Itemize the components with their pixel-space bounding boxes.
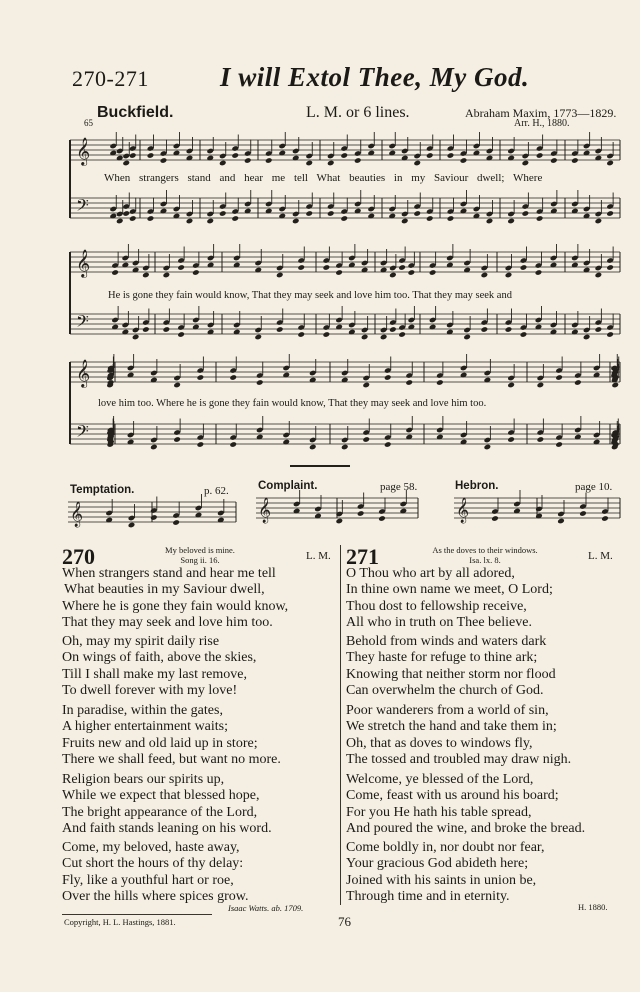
tune-meter: L. M. or 6 lines. bbox=[306, 104, 410, 121]
note-head bbox=[150, 444, 158, 451]
hymn-270-stanza-3 bbox=[62, 703, 281, 769]
stanza-line: That they may seek and love him too. bbox=[62, 615, 273, 631]
stanza-line: Fruits new and old laid up in store; bbox=[62, 735, 258, 751]
alt-tune-page-3: page 10. bbox=[575, 481, 613, 493]
note-head bbox=[606, 264, 614, 271]
note-head bbox=[186, 218, 194, 225]
note-head bbox=[172, 519, 180, 526]
stanza-line: The tossed and troubled may draw nigh. bbox=[346, 752, 572, 768]
note-head bbox=[354, 157, 362, 164]
treble-clef-icon: 𝄞 bbox=[76, 359, 91, 387]
note-head bbox=[309, 444, 317, 451]
note-head bbox=[426, 215, 434, 222]
note-head bbox=[389, 272, 397, 279]
note-head bbox=[116, 218, 124, 225]
note-head bbox=[481, 272, 489, 279]
note-head bbox=[536, 215, 544, 222]
note-head bbox=[484, 444, 492, 451]
note-head bbox=[147, 152, 155, 159]
note-head bbox=[606, 210, 614, 217]
note-head bbox=[436, 379, 444, 386]
note-head bbox=[197, 374, 205, 381]
note-head bbox=[129, 152, 137, 159]
note-head bbox=[173, 436, 181, 443]
note-head bbox=[128, 522, 136, 529]
note-head bbox=[335, 269, 343, 276]
footer-rule bbox=[62, 914, 212, 915]
note-head bbox=[413, 160, 421, 167]
bass-clef-icon: 𝄢 bbox=[76, 421, 89, 445]
note-head bbox=[606, 160, 614, 167]
tune-composer: Abraham Maxim, 1773—1829. bbox=[465, 106, 617, 120]
alt-tune-name-3: Hebron. bbox=[455, 480, 499, 492]
note-head bbox=[384, 441, 392, 448]
treble-clef-icon: 𝄞 bbox=[456, 498, 470, 523]
note-head bbox=[256, 379, 264, 386]
treble-clef-icon: 𝄞 bbox=[76, 249, 91, 277]
note-head bbox=[398, 264, 406, 271]
note-head bbox=[401, 218, 409, 225]
copyright: Copyright, H. L. Hastings, 1881. bbox=[64, 917, 176, 927]
alt-tune-page-1: p. 62. bbox=[204, 485, 229, 497]
hymn-270-meter: L. M. bbox=[306, 550, 331, 562]
stanza-line: O Thou who art by all adored, bbox=[346, 566, 515, 581]
tune-number: 65 bbox=[84, 118, 93, 128]
alt-tune-name-1: Temptation. bbox=[70, 484, 135, 496]
stanza-line: Can overwhelm the church of God. bbox=[346, 683, 544, 699]
note-head bbox=[177, 264, 185, 271]
note-head bbox=[595, 218, 603, 225]
note-head bbox=[197, 441, 205, 448]
stanza-line: Come, my beloved, haste away, bbox=[62, 840, 240, 855]
note-head bbox=[323, 331, 331, 338]
note-head bbox=[583, 334, 591, 341]
stanza-line: Welcome, ye blessed of the Lord, bbox=[346, 772, 534, 787]
treble-clef-icon: 𝄞 bbox=[70, 502, 84, 527]
note-head bbox=[520, 331, 528, 338]
note-head bbox=[507, 218, 515, 225]
note-head bbox=[522, 160, 530, 167]
note-head bbox=[357, 510, 365, 517]
note-head bbox=[292, 218, 300, 225]
alt-tune-name-2: Complaint. bbox=[258, 480, 318, 492]
note-head bbox=[327, 160, 335, 167]
note-head bbox=[413, 210, 421, 217]
hymn-271-stanza-3 bbox=[346, 703, 571, 769]
stanza-line: On wings of faith, above the skies, bbox=[62, 650, 257, 666]
hymn-271-ref-text: As the doves to their windows. bbox=[432, 545, 538, 555]
hymn-271-meter: L. M. bbox=[588, 550, 613, 562]
stanza-line: Through time and in eternity. bbox=[346, 889, 510, 905]
tune-arranger: Arr. H., 1880. bbox=[514, 118, 570, 129]
stanza-line: Your gracious God abideth here; bbox=[346, 856, 529, 872]
note-head bbox=[129, 215, 137, 222]
stanza-line: While we expect that blessed hope, bbox=[62, 788, 260, 804]
note-head bbox=[111, 269, 119, 276]
stanza-line: Thou dost to fellowship receive, bbox=[346, 598, 527, 614]
note-head bbox=[219, 210, 227, 217]
stanza-line: Come, feast with us around his board; bbox=[346, 788, 559, 804]
hymn-271-number: 271 bbox=[346, 544, 379, 569]
bass-clef-icon: 𝄢 bbox=[76, 311, 89, 335]
hymn-271-ref-verse: Isa. lx. 8. bbox=[469, 555, 501, 565]
note-head bbox=[362, 382, 370, 389]
note-head bbox=[341, 444, 349, 451]
note-head bbox=[550, 157, 558, 164]
stanza-line: Oh, that as doves to windows fly, bbox=[346, 735, 533, 751]
page-title: I will Extol Thee, My God. bbox=[220, 62, 530, 92]
hymn-271-stanza-2 bbox=[346, 634, 556, 700]
stanza-line: Poor wanderers from a world of sin, bbox=[346, 703, 549, 718]
note-head bbox=[150, 514, 158, 521]
lyric-line-3: love him too. Where he is gone they fain would know, That they may seek and love him too. bbox=[98, 398, 487, 409]
note-head bbox=[305, 160, 313, 167]
note-head bbox=[177, 331, 185, 338]
stanza-line: In paradise, within the gates, bbox=[62, 703, 223, 718]
stanza-line: We stretch the hand and take them in; bbox=[346, 719, 557, 735]
note-head bbox=[536, 152, 544, 159]
stanza-line: Fly, like a youthful hart or roe, bbox=[62, 872, 234, 888]
stanza-line: A higher entertainment waits; bbox=[62, 719, 229, 735]
stanza-line: For you He hath his table spread, bbox=[346, 804, 532, 820]
hymn-271-stanza-4 bbox=[346, 772, 585, 838]
hymn-271-attribution: H. 1880. bbox=[578, 902, 608, 912]
lyric-line-1: When strangers stand and hear me tell What beauties in my Saviour dwell; Where bbox=[104, 172, 543, 184]
note-head bbox=[426, 152, 434, 159]
hymn-270-ref-verse: Song ii. 16. bbox=[180, 555, 220, 565]
note-head bbox=[142, 272, 150, 279]
alt-tune-page-2: page 58. bbox=[380, 481, 418, 493]
hymn-270-attribution: Isaac Watts. ab. 1709. bbox=[228, 903, 304, 913]
hymn-271-reference bbox=[410, 545, 560, 565]
note-head bbox=[231, 152, 239, 159]
note-head bbox=[579, 510, 587, 517]
note-head bbox=[447, 152, 455, 159]
stanza-line: Joined with his saints in union be, bbox=[346, 872, 537, 888]
note-head bbox=[142, 326, 150, 333]
stanza-line: Knowing that neither storm nor flood bbox=[346, 666, 556, 682]
stanza-line: Over the hills where spices grow. bbox=[62, 889, 249, 905]
stanza-line: And poured the wine, and broke the bread. bbox=[346, 821, 586, 837]
note-head bbox=[522, 210, 530, 217]
stanza-line: There we shall feed, but want no more. bbox=[62, 752, 281, 768]
note-head bbox=[595, 272, 603, 279]
note-head bbox=[276, 326, 284, 333]
note-head bbox=[463, 334, 471, 341]
note-head bbox=[611, 382, 619, 389]
note-head bbox=[555, 374, 563, 381]
stanza-line: And faith stands leaning on his word. bbox=[62, 821, 272, 837]
note-head bbox=[380, 334, 388, 341]
hymn-271-stanza-1 bbox=[346, 566, 553, 632]
stanza-line: They haste for refuge to thine ark; bbox=[346, 650, 538, 666]
note-head bbox=[147, 215, 155, 222]
note-head bbox=[361, 334, 369, 341]
note-head bbox=[276, 272, 284, 279]
note-head bbox=[486, 218, 494, 225]
note-head bbox=[601, 515, 609, 522]
note-head bbox=[520, 264, 528, 271]
note-head bbox=[160, 157, 168, 164]
note-head bbox=[163, 272, 171, 279]
note-head bbox=[219, 160, 227, 167]
note-head bbox=[557, 518, 565, 525]
hymn-271-stanza-5 bbox=[346, 840, 545, 906]
note-head bbox=[481, 326, 489, 333]
note-head bbox=[254, 334, 262, 341]
note-head bbox=[231, 215, 239, 222]
note-head bbox=[507, 382, 515, 389]
note-head bbox=[505, 326, 513, 333]
note-head bbox=[460, 157, 468, 164]
note-head bbox=[229, 441, 237, 448]
stanza-line: Religion bears our spirits up, bbox=[62, 772, 225, 787]
note-head bbox=[173, 382, 181, 389]
note-head bbox=[574, 379, 582, 386]
stanza-line: Cut short the hours of thy delay: bbox=[62, 856, 244, 872]
note-head bbox=[122, 210, 130, 217]
note-head bbox=[378, 515, 386, 522]
note-head bbox=[447, 215, 455, 222]
stanza-line: Till I shall make my last remove, bbox=[62, 666, 247, 682]
page-range: 270-271 bbox=[72, 66, 149, 91]
treble-clef-icon: 𝄞 bbox=[76, 137, 91, 165]
hymn-270-stanza-2 bbox=[62, 634, 256, 700]
stanza-line: The bright appearance of the Lord, bbox=[62, 804, 258, 820]
note-head bbox=[122, 160, 130, 167]
note-head bbox=[408, 269, 416, 276]
stanza-line: To dwell forever with my love! bbox=[62, 683, 238, 699]
hymn-270-ref-text: My beloved is mine. bbox=[165, 545, 235, 555]
note-head bbox=[192, 269, 200, 276]
note-head bbox=[132, 334, 140, 341]
stanza-line: All who in truth on Thee believe. bbox=[346, 615, 532, 631]
lyric-line-2: He is gone they fain would know, That they may seek and love him too. That they may seek and bbox=[108, 290, 512, 301]
note-head bbox=[297, 264, 305, 271]
note-head bbox=[163, 326, 171, 333]
treble-clef-icon: 𝄞 bbox=[258, 498, 272, 523]
note-head bbox=[505, 272, 513, 279]
note-head bbox=[265, 157, 273, 164]
note-head bbox=[384, 374, 392, 381]
stanza-line: In thine own name we meet, O Lord; bbox=[346, 582, 553, 598]
hymn-270-reference bbox=[150, 545, 250, 565]
note-head bbox=[297, 331, 305, 338]
stanza-line: Behold from winds and waters dark bbox=[346, 634, 547, 649]
note-head bbox=[305, 210, 313, 217]
bass-clef-icon: 𝄢 bbox=[76, 195, 89, 219]
note-head bbox=[537, 436, 545, 443]
note-head bbox=[491, 515, 499, 522]
column-divider bbox=[340, 545, 341, 905]
note-head bbox=[362, 436, 370, 443]
note-head bbox=[389, 326, 397, 333]
stanza-line: When strangers stand and hear me tell bbox=[62, 566, 276, 581]
note-head bbox=[571, 157, 579, 164]
stanza-line: Where he is gone they fain would know, bbox=[62, 598, 289, 614]
hymn-270-stanza-1 bbox=[62, 566, 288, 632]
stanza-line: Oh, may my spirit daily rise bbox=[62, 634, 220, 649]
note-head bbox=[537, 382, 545, 389]
note-head bbox=[323, 264, 331, 271]
stanza-line: Come boldly in, nor doubt nor fear, bbox=[346, 840, 545, 855]
hymn-270-number: 270 bbox=[62, 544, 95, 569]
note-head bbox=[429, 269, 437, 276]
note-head bbox=[336, 518, 344, 525]
note-head bbox=[229, 374, 237, 381]
hymn-270-stanza-5 bbox=[62, 840, 248, 906]
note-head bbox=[595, 326, 603, 333]
note-head bbox=[507, 436, 515, 443]
note-head bbox=[405, 379, 413, 386]
note-head bbox=[340, 152, 348, 159]
note-head bbox=[606, 331, 614, 338]
note-head bbox=[327, 210, 335, 217]
note-head bbox=[398, 331, 406, 338]
note-head bbox=[206, 218, 214, 225]
note-head bbox=[535, 269, 543, 276]
tune-name: Buckfield. bbox=[97, 104, 174, 121]
note-head bbox=[340, 215, 348, 222]
note-head bbox=[244, 157, 252, 164]
stanza-line: What beauties in my Saviour dwell, bbox=[64, 582, 265, 598]
hymn-270-stanza-4 bbox=[62, 772, 272, 838]
note-head bbox=[555, 441, 563, 448]
page-number: 76 bbox=[338, 914, 351, 929]
